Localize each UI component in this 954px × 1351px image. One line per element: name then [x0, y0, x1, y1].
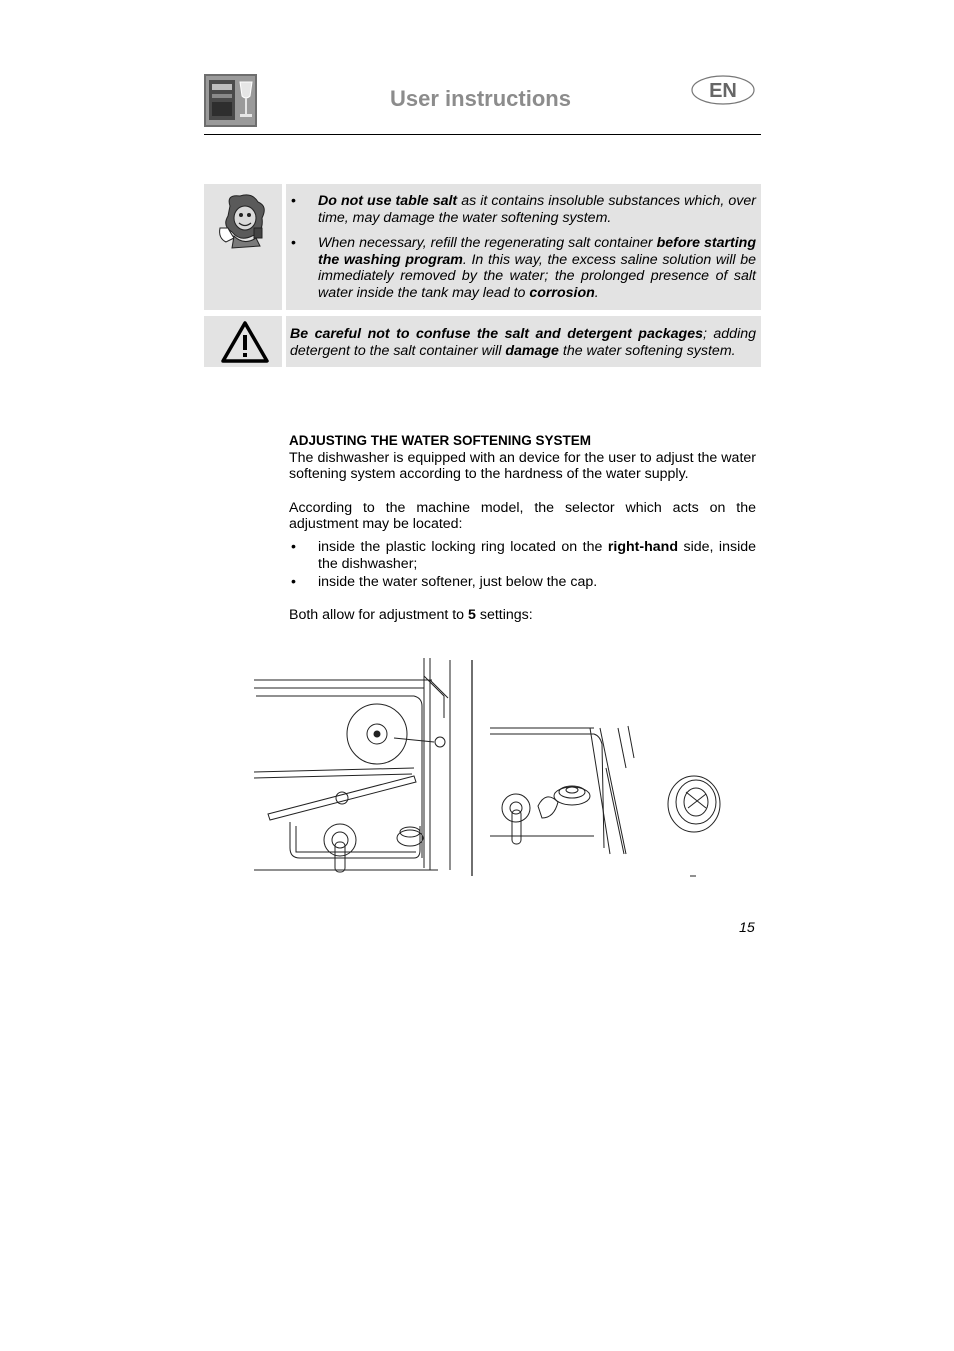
page-title: User instructions: [390, 86, 571, 111]
language-badge: [690, 74, 756, 106]
text: settings:: [475, 606, 533, 623]
salt-note-body: [286, 184, 761, 310]
softener-cap-detail-drawing: [668, 776, 720, 876]
location-bullet-1: [289, 539, 756, 572]
salt-note-bullet-2: [289, 235, 756, 301]
text: the water softening system.: [558, 342, 736, 359]
section-heading: ADJUSTING THE WATER SOFTENING SYSTEM: [289, 433, 592, 448]
section-paragraph-1: The dishwasher is equipped with an device for the user to adjust the water softening system according to the hardness of the water supply.: [289, 449, 756, 483]
bold-text: Do not use table salt: [318, 193, 458, 209]
bold-text: Be careful not to confuse the salt and detergent packages: [290, 326, 703, 342]
dishwasher-interior-left-drawing: [254, 658, 450, 872]
text: ; adding detergent to the salt container will: [290, 326, 756, 359]
bold-text: damage: [505, 342, 559, 359]
text: inside the plastic locking ring located on the: [318, 538, 608, 555]
text: . In this way, the excess saline solution will be immediately removed by the water; the prolonged presence of salt water inside the tank may lead to: [318, 251, 757, 301]
text: side, inside the dishwasher;: [318, 538, 756, 572]
section-paragraph-2: According to the machine model, the selector which acts on the adjustment may be located:: [289, 499, 756, 533]
bold-text: before starting the washing program: [318, 235, 756, 268]
note-icon-cell: [204, 316, 282, 367]
water-softener-section: [289, 433, 756, 623]
text: Both allow for adjustment to: [289, 606, 469, 623]
page-number: 15: [739, 920, 755, 936]
softener-location-illustration: [254, 658, 724, 880]
text: .: [594, 284, 599, 301]
bold-text: right-hand: [607, 538, 679, 555]
warning-text: [290, 326, 756, 359]
note-icon-cell: [204, 184, 282, 310]
cartoon-character-icon: [216, 192, 272, 250]
warning-note-body: [286, 316, 761, 367]
salt-note-bullet-1: [289, 193, 756, 226]
page-header: [204, 72, 761, 135]
text: as it contains insoluble substances which, over time, may damage the water softening system.: [318, 193, 756, 226]
dishwasher-glass-logo: [204, 74, 257, 127]
language-label: EN: [709, 80, 737, 102]
bold-text: 5: [468, 606, 476, 623]
warning-triangle-icon: [220, 320, 270, 364]
section-paragraph-3: [289, 607, 756, 624]
dishwasher-interior-right-drawing: [490, 726, 634, 854]
text: When necessary, refill the regenerating salt container: [318, 235, 657, 252]
bold-text: corrosion: [529, 284, 595, 301]
location-bullet-2: • inside the water softener, just below the cap.: [289, 574, 756, 591]
